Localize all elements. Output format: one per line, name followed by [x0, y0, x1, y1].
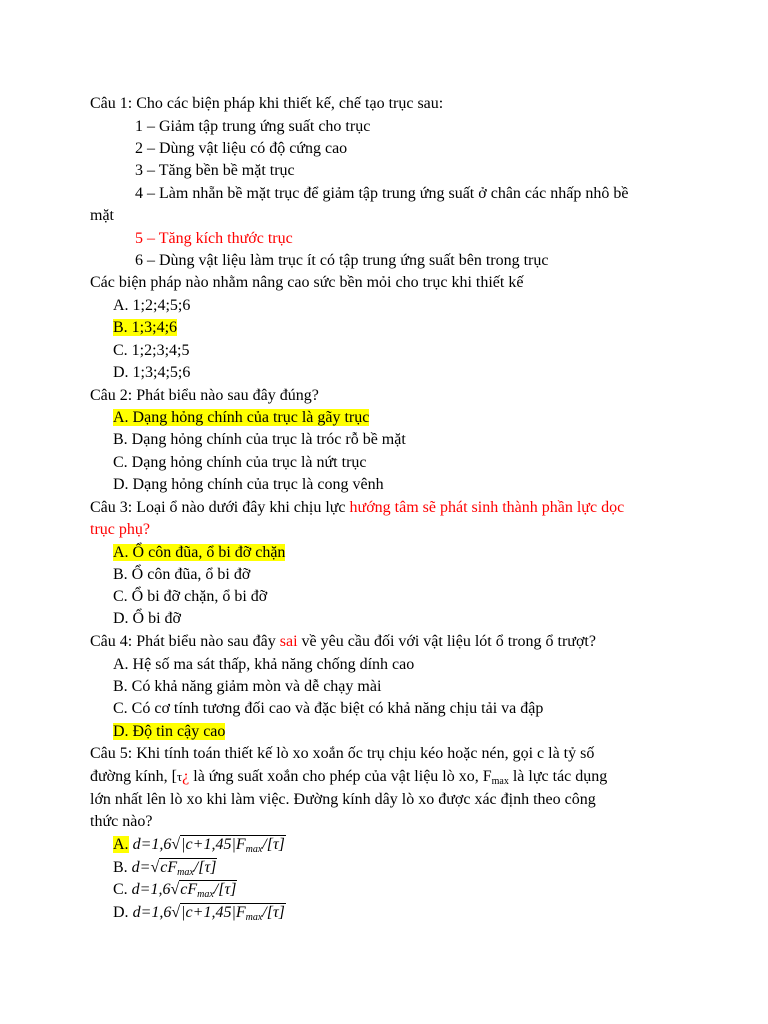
answer-highlight: D. Độ tin cậy cao — [113, 723, 226, 740]
subscript: max — [197, 889, 214, 900]
q1-option-a: A. 1;2;4;5;6 — [113, 297, 191, 314]
subscript: max — [245, 912, 263, 923]
answer-highlight: A. — [113, 836, 129, 853]
q3-option-d: D. Ổ bi đỡ — [113, 610, 182, 627]
sqrt-sign: √ — [171, 836, 181, 853]
q4-stem-emphasis: sai — [279, 633, 298, 650]
q1-item-1: 1 – Giảm tập trung ứng suất cho trục — [135, 118, 371, 135]
q5-text: là lực tác dụng — [508, 768, 608, 785]
q4-option-b: B. Có khả năng giảm mòn và dễ chạy mài — [113, 678, 382, 695]
q1-item-5: 5 – Tăng kích thước trục — [135, 230, 293, 247]
q2-stem: Câu 2: Phát biểu nào sau đây đúng? — [90, 387, 319, 404]
formula-prefix: d=1,6 — [132, 836, 172, 853]
formula-prefix: d=1,6 — [132, 904, 172, 921]
radicand — [159, 858, 217, 876]
radicand-text: |c+1,45|F — [181, 836, 246, 853]
q3-option-c: C. Ổ bi đỡ chặn, ổ bi đỡ — [113, 588, 268, 605]
q2-option-c: C. Dạng hỏng chính của trục là nứt trục — [113, 454, 367, 471]
radicand — [179, 880, 237, 898]
q4-stem-prefix: Câu 4: Phát biểu nào sau đây — [90, 633, 280, 650]
radicand-text: cF — [160, 859, 178, 876]
q5-option-d — [113, 903, 286, 928]
formula-prefix: d=1,6 — [131, 881, 171, 898]
formula — [133, 903, 286, 921]
q5-stem-line-4: thức nào? — [90, 813, 153, 830]
q5-text: đường kính, [ — [90, 768, 177, 785]
q3-stem-prefix: Câu 3: Loại ổ nào dưới đây khi chịu lực — [90, 499, 350, 516]
q1-option-d: D. 1;3;4;5;6 — [113, 364, 191, 381]
subscript: max — [177, 867, 194, 878]
q5-option-c — [113, 880, 237, 905]
q1-question: Các biện pháp nào nhằm nâng cao sức bền mỏi cho trục khi thiết kế — [90, 274, 524, 291]
q1-option-c: C. 1;2;3;4;5 — [113, 342, 190, 359]
q5-red-glyph: ¿ — [182, 768, 190, 785]
sqrt-sign: √ — [171, 904, 181, 921]
radicand-tail: /[τ] — [262, 836, 285, 853]
answer-highlight: A. Dạng hỏng chính của trục là gãy trục — [113, 409, 370, 426]
radicand-text: |c+1,45|F — [181, 904, 246, 921]
q4-stem-suffix: về yêu cầu đối với vật liệu lót ổ trong ổ trượt? — [297, 633, 596, 650]
radicand-tail: /[τ] — [193, 859, 217, 876]
q1-item-4: 4 – Làm nhẵn bề mặt trục để giảm tập trung ứng suất ở chân các nhấp nhô bề — [135, 185, 629, 202]
q5-option-a — [113, 835, 286, 860]
radicand-text: cF — [180, 881, 198, 898]
q2-option-d: D. Dạng hỏng chính của trục là cong vênh — [113, 476, 384, 493]
radicand-tail: /[τ] — [213, 881, 237, 898]
tau-symbol: τ — [176, 769, 183, 784]
q3-stem — [90, 498, 624, 518]
subscript: max — [245, 844, 263, 855]
q4-stem — [90, 632, 596, 652]
q3-stem-cont: trục phụ? — [90, 521, 150, 538]
q3-option-a — [113, 543, 285, 563]
option-label: C. — [113, 881, 128, 898]
answer-highlight: A. Ổ côn đũa, ổ bi đỡ chặn — [113, 544, 286, 561]
q5-stem-line-2 — [90, 767, 607, 792]
sqrt-sign: √ — [170, 881, 180, 898]
q1-item-4-cont: mặt — [90, 207, 114, 224]
q1-stem: Câu 1: Cho các biện pháp khi thiết kế, chế tạo trục sau: — [90, 95, 444, 112]
q1-option-b — [113, 318, 177, 338]
radicand — [180, 835, 286, 853]
q1-item-3: 3 – Tăng bền bề mặt trục — [135, 162, 295, 179]
formula — [133, 835, 286, 853]
q1-item-6: 6 – Dùng vật liệu làm trục ít có tập trung ứng suất bên trong trục — [135, 252, 549, 269]
q4-option-a: A. Hệ số ma sát thấp, khả năng chống dính cao — [113, 656, 415, 673]
sqrt-sign: √ — [150, 859, 160, 876]
option-label: D. — [113, 904, 129, 921]
formula — [132, 880, 238, 898]
q5-stem-line-3: lớn nhất lên lò xo khi làm việc. Đường kính dây lò xo được xác định theo công — [90, 791, 596, 808]
option-label: B. — [113, 859, 128, 876]
q2-option-b: B. Dạng hỏng chính của trục là tróc rỗ bề mặt — [113, 431, 406, 448]
q4-option-c: C. Có cơ tính tương đối cao và đặc biệt có khả năng chịu tải va đập — [113, 700, 544, 717]
formula — [132, 858, 218, 876]
q5-text: là ứng suất xoắn cho phép của vật liệu lò xo, F — [189, 768, 492, 785]
q1-item-2: 2 – Dùng vật liệu có độ cứng cao — [135, 140, 348, 157]
subscript: max — [491, 776, 509, 787]
radicand-tail: /[τ] — [262, 904, 285, 921]
q3-stem-emphasis: hướng tâm sẽ phát sinh thành phần lực dọc — [349, 499, 625, 516]
radicand — [180, 903, 286, 921]
q5-stem-line-1: Câu 5: Khi tính toán thiết kế lò xo xoắn ốc trụ chịu kéo hoặc nén, gọi c là tỷ số — [90, 745, 595, 762]
answer-highlight: B. 1;3;4;6 — [113, 319, 178, 336]
q2-option-a — [113, 408, 369, 428]
q4-option-d — [113, 722, 225, 742]
q3-option-b: B. Ổ côn đũa, ổ bi đỡ — [113, 566, 251, 583]
formula-prefix: d= — [131, 859, 151, 876]
